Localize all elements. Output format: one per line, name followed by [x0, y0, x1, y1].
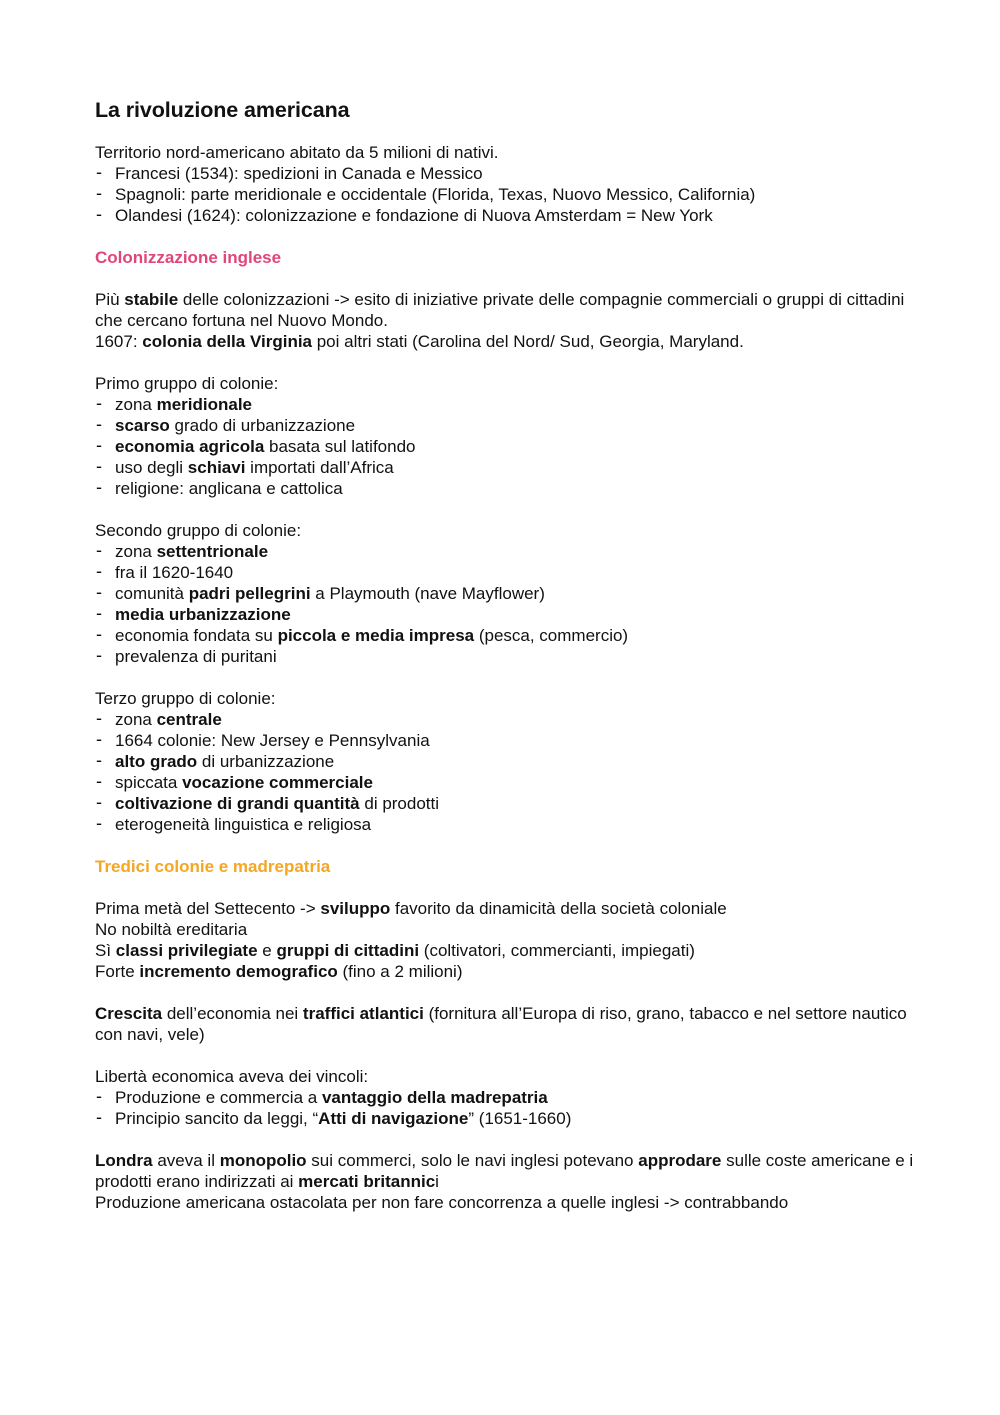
group3-list: [95, 709, 925, 835]
section-heading-colonizzazione: Colonizzazione inglese: [95, 248, 282, 267]
paragraph: Più stabile delle colonizzazioni -> esito di iniziative private delle compagnie commerciali o gruppi di cittadini che cercano fortuna nel Nuovo Mondo.: [95, 290, 905, 330]
paragraph-line: Sì classi privilegiate e gruppi di cittadini (coltivatori, commercianti, impiegati): [95, 941, 695, 960]
list-item: - zona centrale: [95, 709, 925, 730]
list-item: - Principio sancito da leggi, “Atti di navigazione” (1651-1660): [95, 1108, 925, 1129]
list-item: - zona settentrionale: [95, 541, 925, 562]
list-item: - religione: anglicana e cattolica: [95, 478, 925, 499]
paragraph: Produzione americana ostacolata per non fare concorrenza a quelle inglesi -> contrabbando: [95, 1193, 789, 1212]
paragraph: 1607: colonia della Virginia poi altri stati (Carolina del Nord/ Sud, Georgia, Maryland.: [95, 332, 744, 351]
list-item: - eterogeneità linguistica e religiosa: [95, 814, 925, 835]
list-item: - zona meridionale: [95, 394, 925, 415]
list-item: - Produzione e commercia a vantaggio della madrepatria: [95, 1087, 925, 1108]
group-intro: Secondo gruppo di colonie:: [95, 521, 302, 540]
list-item: - spiccata vocazione commerciale: [95, 772, 925, 793]
list-item: - 1664 colonie: New Jersey e Pennsylvania: [95, 730, 925, 751]
vincoli-list: [95, 1087, 925, 1129]
group-intro: Libertà economica aveva dei vincoli:: [95, 1067, 369, 1086]
paragraph: Crescita dell’economia nei traffici atlantici (fornitura all’Europa di riso, grano, tabacco e nel settore nautico con navi, vele): [95, 1004, 907, 1044]
group2-list: [95, 541, 925, 667]
paragraph: Londra aveva il monopolio sui commerci, solo le navi inglesi potevano approdare sulle coste americane e i prodotti erano indirizzati ai mercati britannici: [95, 1151, 914, 1191]
group-intro: Primo gruppo di colonie:: [95, 374, 279, 393]
group1-list: [95, 394, 925, 499]
list-item: - coltivazione di grandi quantità di prodotti: [95, 793, 925, 814]
group-intro: Terzo gruppo di colonie:: [95, 689, 276, 708]
paragraph-line: Prima metà del Settecento -> sviluppo favorito da dinamicità della società coloniale: [95, 899, 727, 918]
intro-list: [95, 163, 925, 226]
document-page: [95, 97, 925, 1213]
list-item: - economia agricola basata sul latifondo: [95, 436, 925, 457]
list-item: - comunità padri pellegrini a Playmouth (nave Mayflower): [95, 583, 925, 604]
list-item: - fra il 1620-1640: [95, 562, 925, 583]
list-item: - scarso grado di urbanizzazione: [95, 415, 925, 436]
paragraph-line: No nobiltà ereditaria: [95, 920, 248, 939]
list-item: - uso degli schiavi importati dall’Africa: [95, 457, 925, 478]
section-heading-tredici-colonie: Tredici colonie e madrepatria: [95, 857, 331, 876]
list-item: - Spagnoli: parte meridionale e occidentale (Florida, Texas, Nuovo Messico, California): [95, 184, 925, 205]
list-item: - economia fondata su piccola e media impresa (pesca, commercio): [95, 625, 925, 646]
document-title: La rivoluzione americana: [95, 98, 350, 122]
list-item: - alto grado di urbanizzazione: [95, 751, 925, 772]
intro-line: Territorio nord-americano abitato da 5 milioni di nativi.: [95, 143, 499, 162]
list-item: - Francesi (1534): spedizioni in Canada e Messico: [95, 163, 925, 184]
list-item: - prevalenza di puritani: [95, 646, 925, 667]
paragraph-line: Forte incremento demografico (fino a 2 milioni): [95, 962, 463, 981]
list-item: - media urbanizzazione: [95, 604, 925, 625]
list-item: - Olandesi (1624): colonizzazione e fondazione di Nuova Amsterdam = New York: [95, 205, 925, 226]
